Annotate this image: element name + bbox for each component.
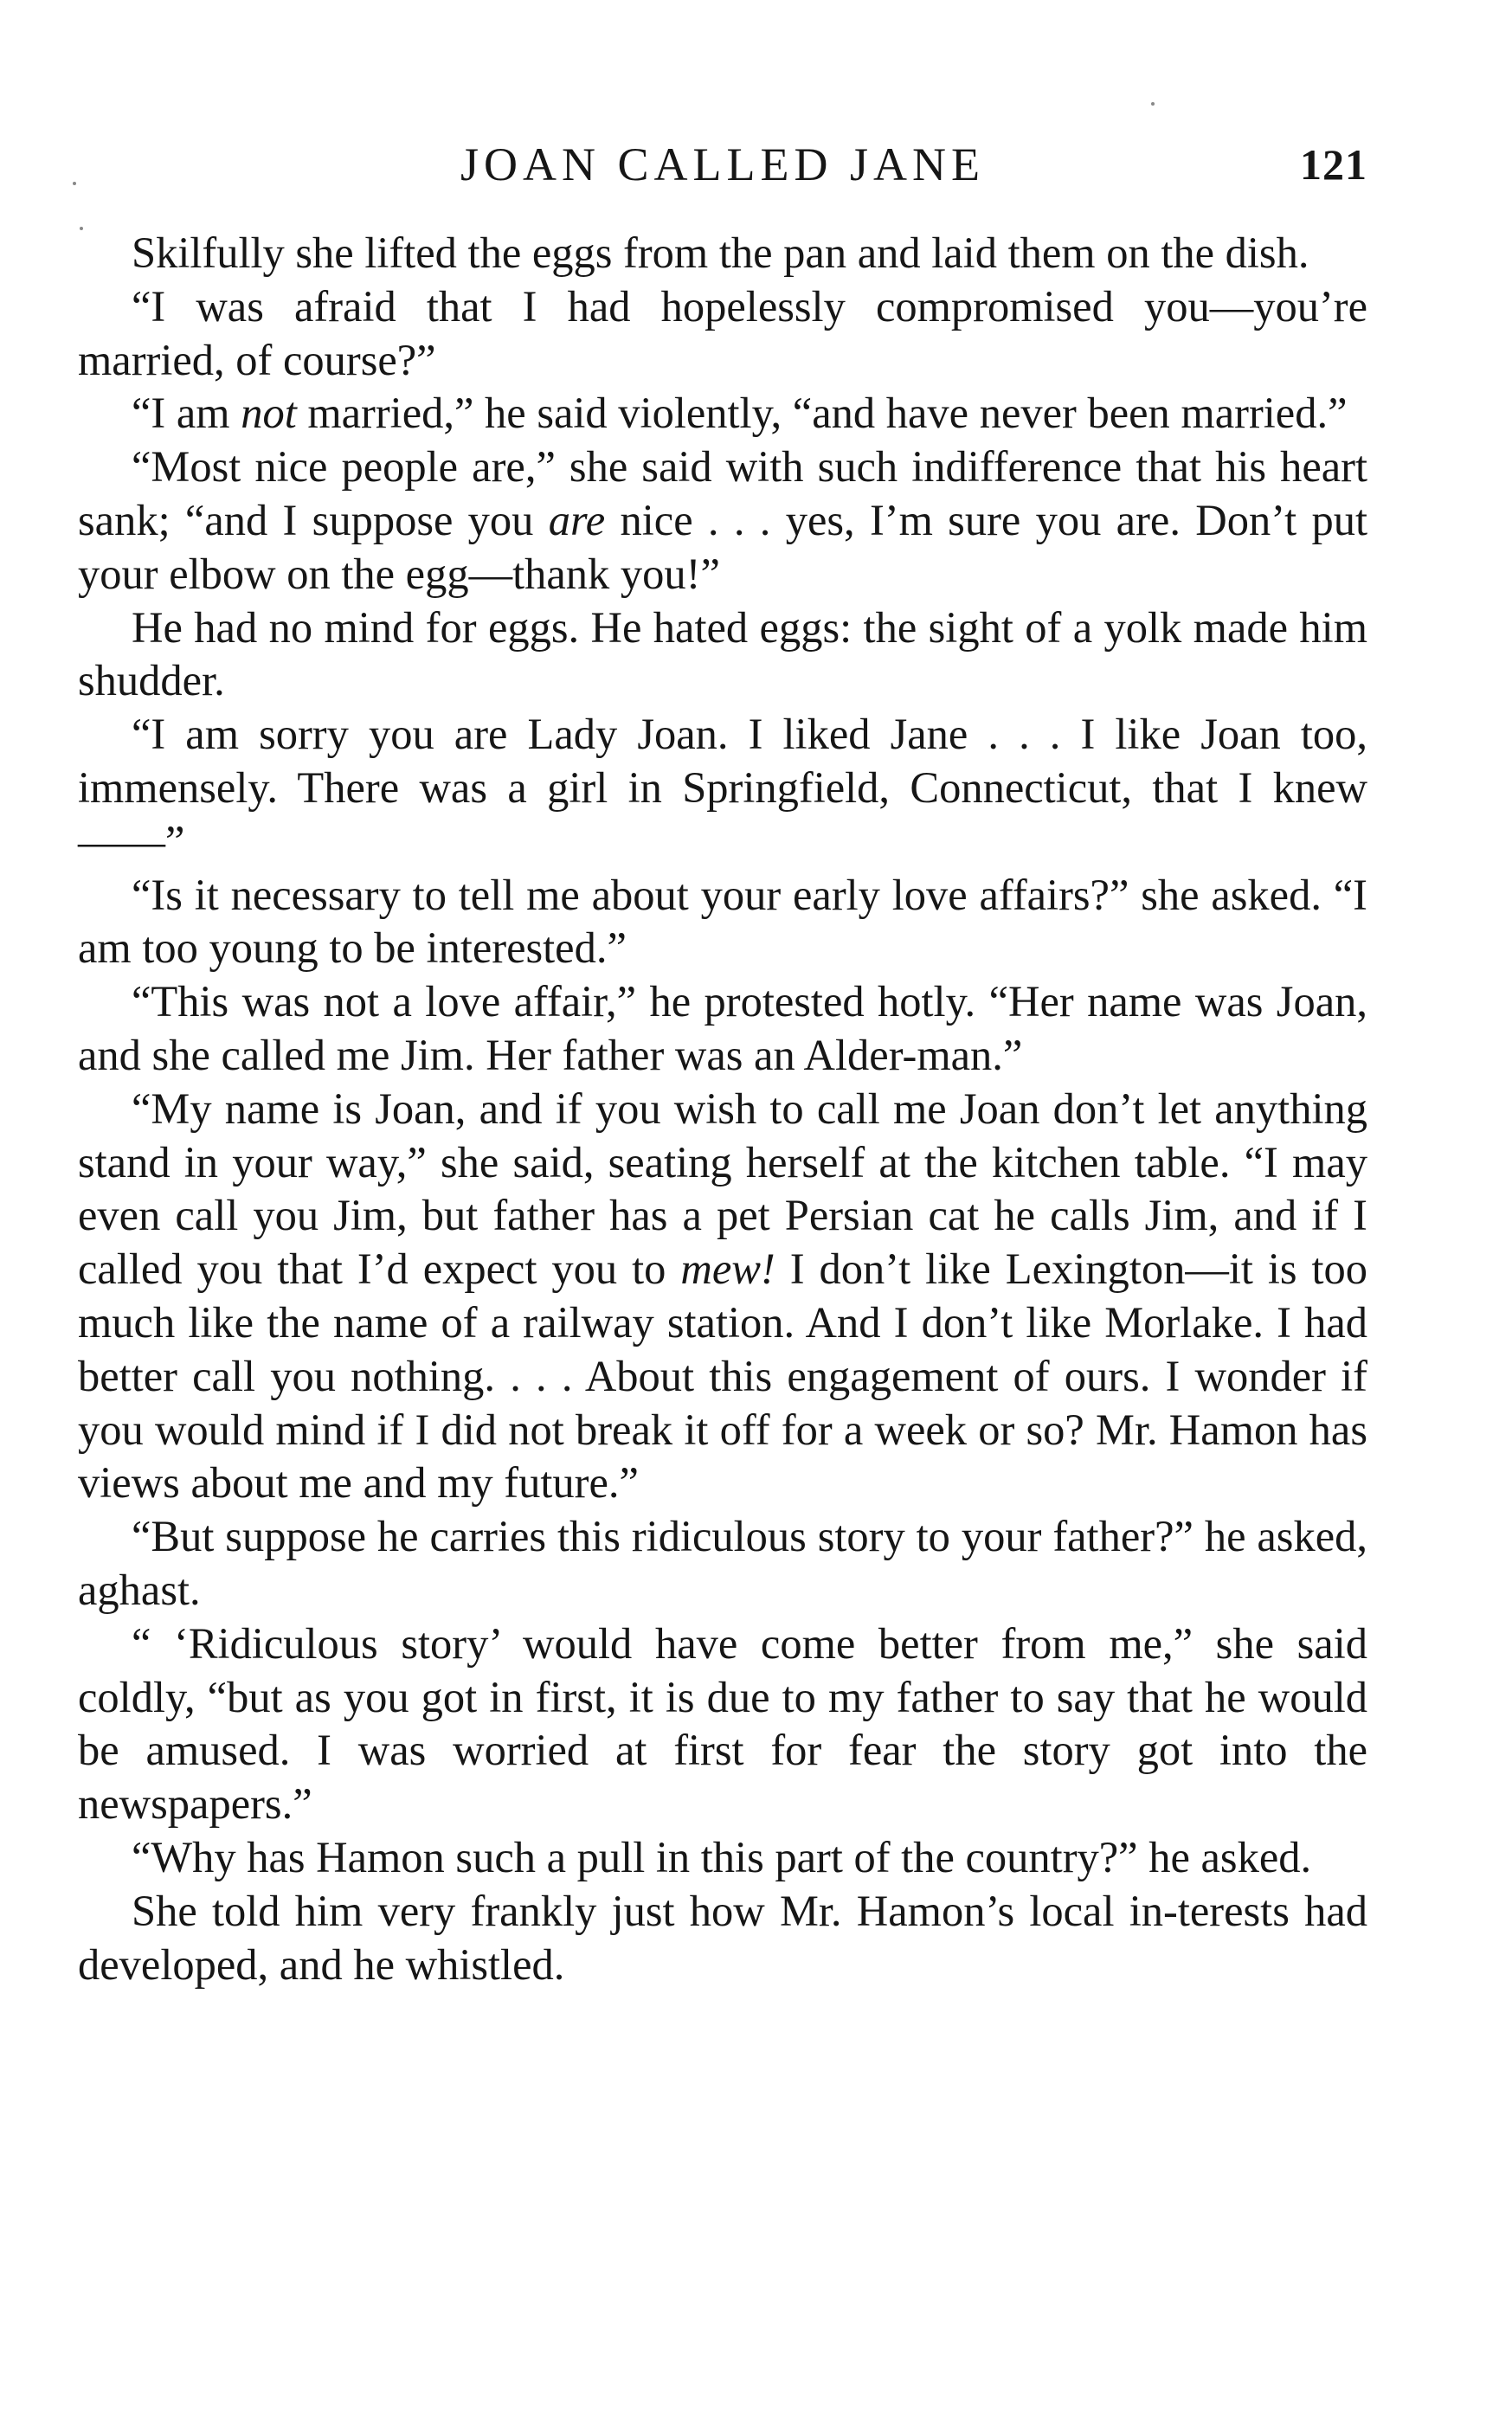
text-segment: “Most nice people are,” she said with such indifference that his heart sank; “and I suppose you [78,442,1367,544]
running-title: JOAN CALLED JANE [460,138,985,190]
text-segment: “I was afraid that I had hopelessly compromised you—you’re married, of course?” [78,281,1367,384]
text-segment: nice . . . yes, I’m sure you are. Don’t put your elbow on the egg—thank you!” [78,495,1367,598]
text-segment: “My name is Joan, and if you wish to call me Joan don’t let anything stand in your way,” she said, seating herself at the kitchen table. “I may even call you Jim, but father has a pet Persian cat he calls Jim, and if I called you that I’d expect you to [78,1084,1367,1294]
paragraph-4 [78,441,1367,601]
print-speck [80,227,83,230]
text-segment: He had no mind for eggs. He hated eggs: the sight of a yolk made him shudder. [78,602,1367,705]
paragraph-6 [78,708,1367,868]
text-segment: She told him very frankly just how Mr. Hamon’s local in-terests had developed, and he whistled. [78,1886,1367,1989]
italic-text: mew! [680,1244,775,1294]
body-text [78,227,1367,1991]
paragraph-3 [78,387,1367,441]
paragraph-12 [78,1831,1367,1885]
paragraph-8 [78,975,1367,1083]
text-segment: “I am sorry you are Lady Joan. I liked Jane . . . I like Joan too, immensely. There was a girl in Springfield, Connecticut, that I knew——” [78,710,1367,865]
paragraph-5 [78,601,1367,709]
paragraph-7 [78,869,1367,976]
italic-text: not [241,389,297,438]
page-number: 121 [1300,140,1367,189]
text-segment: I don’t like Lexington—it is too much like the name of a railway station. And I don’t like Morlake. I had better call you nothing. . . . About this engagement of ours. I wonder if you would mind if I did not break it off for a week or so? Mr. Hamon has views about me and my future.” [78,1244,1368,1508]
text-segment: Skilfully she lifted the eggs from the pan and laid them on the dish. [132,228,1309,277]
paragraph-9 [78,1083,1367,1510]
text-segment: married,” he said violently, “and have never been married.” [296,389,1348,438]
print-speck [73,182,76,185]
text-segment: “But suppose he carries this ridiculous story to your father?” he asked, aghast. [78,1512,1367,1614]
text-segment: “I am [132,389,241,438]
text-segment: “Is it necessary to tell me about your early love affairs?” she asked. “I am too young to be interested.” [78,870,1367,973]
text-segment: “Why has Hamon such a pull in this part of the country?” he asked. [132,1832,1312,1881]
paragraph-2 [78,280,1367,388]
italic-text: are [548,495,606,544]
paragraph-10 [78,1510,1367,1617]
paragraph-13 [78,1885,1367,1992]
paragraph-11 [78,1617,1367,1831]
print-speck [1151,102,1155,106]
paragraph-1 [78,227,1367,280]
book-page [78,0,1367,2431]
text-segment: “This was not a love affair,” he protested hotly. “Her name was Joan, and she called me Jim. Her father was an Alder-man.” [78,977,1367,1079]
running-head [78,134,1367,195]
text-segment: “ ‘Ridiculous story’ would have come better from me,” she said coldly, “but as you got in first, it is due to my father to say that he would be amused. I was worried at first for fear the story got into the newspapers.” [78,1618,1367,1829]
